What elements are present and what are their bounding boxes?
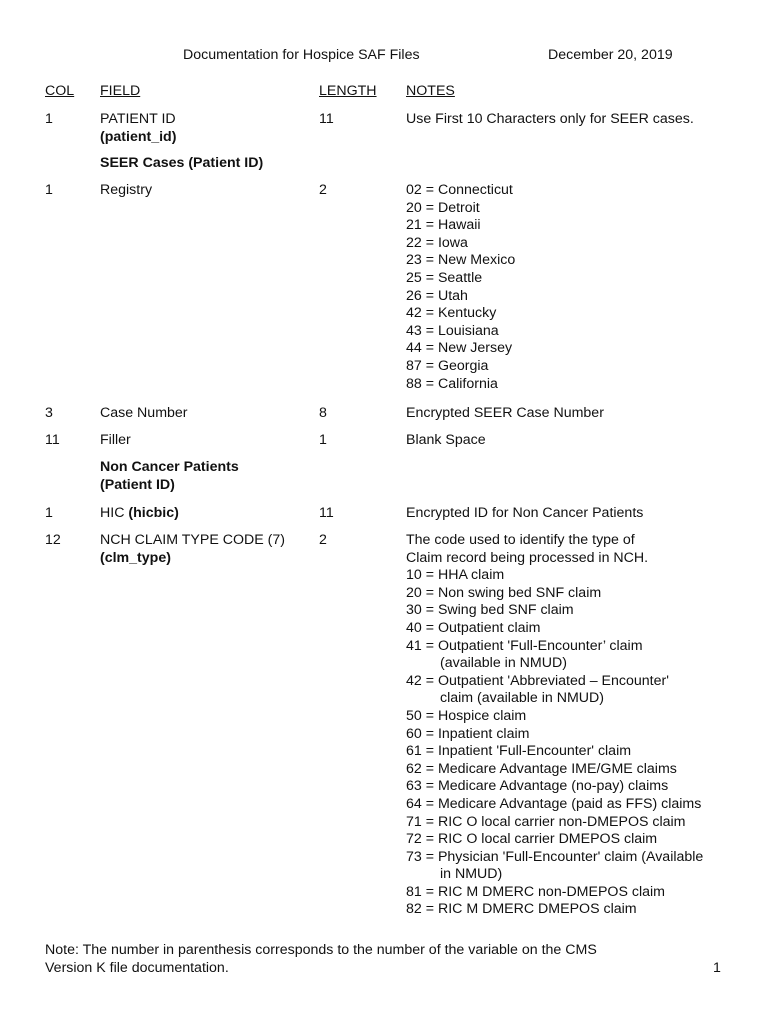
field-name: NCH CLAIM TYPE CODE (7) (100, 532, 285, 548)
row-patient-id-length: 11 (319, 111, 334, 127)
field-variable: (hicbic) (128, 505, 179, 521)
row-hic-field (100, 505, 179, 523)
row-patient-id-note: Use First 10 Characters only for SEER cases. (406, 111, 694, 127)
registry-code: 88 = California (406, 375, 498, 392)
row-filler-col: 11 (45, 432, 60, 448)
registry-code: 23 = New Mexico (406, 252, 516, 269)
document-title: Documentation for Hospice SAF Files (183, 47, 420, 63)
claim-code: 81 = RIC M DMERC non-DMEPOS claim (406, 883, 665, 900)
row-filler-length: 1 (319, 432, 327, 448)
row-claim-type-field (100, 532, 285, 567)
claim-code: 41 = Outpatient 'Full-Encounter’ claim (406, 637, 643, 654)
claim-code: 72 = RIC O local carrier DMEPOS claim (406, 831, 658, 848)
registry-code: 20 = Detroit (406, 199, 480, 216)
claim-code: 64 = Medicare Advantage (paid as FFS) claims (406, 795, 702, 812)
field-name: HIC (100, 505, 125, 521)
footer-note-line: Version K file documentation. (45, 959, 229, 976)
claim-code: 50 = Hospice claim (406, 707, 527, 724)
registry-code: 43 = Louisiana (406, 322, 499, 339)
field-name: PATIENT ID (100, 111, 176, 127)
row-registry-field: Registry (100, 182, 153, 198)
column-header-length: LENGTH (319, 83, 377, 99)
claim-code: 71 = RIC O local carrier non-DMEPOS claim (406, 813, 686, 830)
column-header-col: COL (45, 83, 75, 99)
claim-code: 30 = Swing bed SNF claim (406, 602, 574, 619)
registry-code: 22 = Iowa (406, 234, 468, 251)
field-variable: (patient_id) (100, 128, 177, 145)
note-line: Claim record being processed in NCH. (406, 549, 649, 566)
claim-code: 61 = Inpatient 'Full-Encounter' claim (406, 743, 632, 760)
registry-code-list (406, 182, 515, 393)
claim-code-continuation: in NMUD) (440, 866, 503, 883)
row-filler-note: Blank Space (406, 432, 486, 448)
row-claim-type-col: 12 (45, 532, 61, 548)
claim-code: 20 = Non swing bed SNF claim (406, 584, 602, 601)
row-case-number-note: Encrypted SEER Case Number (406, 405, 604, 421)
claim-code: 63 = Medicare Advantage (no-pay) claims (406, 778, 669, 795)
row-hic-note: Encrypted ID for Non Cancer Patients (406, 505, 644, 521)
claim-code-continuation: (available in NMUD) (440, 655, 567, 672)
section-heading-line: Non Cancer Patients (100, 459, 239, 475)
claim-code: 82 = RIC M DMERC DMEPOS claim (406, 901, 637, 918)
note-line: The code used to identify the type of (406, 532, 635, 548)
registry-code: 42 = Kentucky (406, 305, 497, 322)
row-case-number-col: 3 (45, 405, 53, 421)
row-hic-col: 1 (45, 505, 53, 521)
row-hic-length: 11 (319, 505, 334, 521)
registry-code: 87 = Georgia (406, 357, 489, 374)
field-variable: (clm_type) (100, 549, 171, 566)
registry-code: 26 = Utah (406, 287, 468, 304)
row-patient-id-field (100, 111, 176, 146)
registry-code: 02 = Connecticut (406, 182, 513, 198)
claim-code: 62 = Medicare Advantage IME/GME claims (406, 760, 677, 777)
claim-code: 60 = Inpatient claim (406, 725, 530, 742)
claim-code: 42 = Outpatient 'Abbreviated – Encounter' (406, 672, 669, 689)
row-filler-field: Filler (100, 432, 131, 448)
row-patient-id-col: 1 (45, 111, 53, 127)
document-date: December 20, 2019 (548, 47, 673, 63)
registry-code: 21 = Hawaii (406, 217, 481, 234)
section-heading-seer: SEER Cases (Patient ID) (100, 155, 264, 171)
section-heading-line: (Patient ID) (100, 476, 175, 493)
claim-type-notes (406, 532, 703, 919)
column-header-field: FIELD (100, 83, 141, 99)
page-number: 1 (713, 960, 721, 976)
column-header-notes: NOTES (406, 83, 455, 99)
claim-code: 10 = HHA claim (406, 567, 505, 584)
row-claim-type-length: 2 (319, 532, 327, 548)
row-registry-length: 2 (319, 182, 327, 198)
row-case-number-field: Case Number (100, 405, 188, 421)
row-case-number-length: 8 (319, 405, 327, 421)
footer-note (45, 942, 597, 977)
claim-code: 73 = Physician 'Full-Encounter' claim (Available (406, 848, 704, 865)
footer-note-line: Note: The number in parenthesis corresponds to the number of the variable on the CMS (45, 942, 597, 958)
section-heading-non-cancer (100, 459, 239, 494)
row-registry-col: 1 (45, 182, 53, 198)
registry-code: 44 = New Jersey (406, 340, 513, 357)
registry-code: 25 = Seattle (406, 269, 483, 286)
claim-code-continuation: claim (available in NMUD) (440, 690, 604, 707)
claim-code: 40 = Outpatient claim (406, 619, 541, 636)
